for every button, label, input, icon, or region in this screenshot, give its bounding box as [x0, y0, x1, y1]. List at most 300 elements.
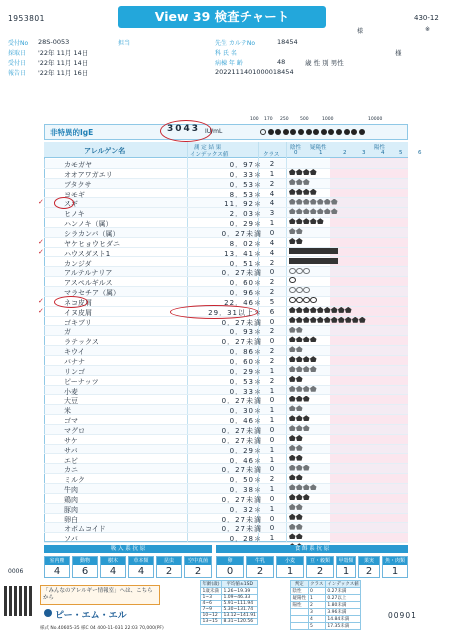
summary-cell-label: 卵 — [217, 557, 243, 565]
allergen-class: 1 — [269, 169, 275, 178]
company-logo-icon — [44, 609, 52, 617]
table-row — [44, 415, 408, 425]
allergen-icons — [289, 239, 338, 247]
allergen-index-value: 2．03＊ — [229, 210, 262, 219]
allergen-icons — [289, 199, 338, 207]
ige-level-dot — [260, 129, 266, 135]
mini-table-cell — [291, 609, 309, 616]
allergen-name: カンジダ — [64, 259, 92, 268]
allergen-name: バナナ — [64, 358, 85, 366]
allergen-name: ヤケヒョウヒダニ — [64, 239, 120, 248]
allergen-index-value: 0．96＊ — [229, 289, 262, 298]
summary-cell-label: 牛乳 — [247, 557, 273, 565]
allergen-class: 2 — [269, 278, 275, 287]
allergen-class: 4 — [269, 238, 275, 247]
allergen-class: 1 — [269, 445, 275, 454]
ige-unit: IU/mL — [205, 128, 223, 135]
summary-cell-label: 昆虫 — [157, 557, 181, 565]
allergen-index-value: 0．60＊ — [229, 358, 262, 366]
mini-table-row — [291, 616, 361, 623]
allergen-icons — [289, 180, 317, 188]
negative-header: 陰性 — [290, 145, 302, 151]
red-circle-mark — [170, 305, 258, 319]
ige-level-dot — [321, 129, 327, 135]
class-number: 5 — [399, 150, 403, 156]
summary-cell-value: 2 — [316, 566, 324, 577]
ige-scale-tick: 500 — [300, 117, 309, 122]
allergen-icons — [289, 337, 303, 345]
summary-cell-value: 0 — [226, 566, 234, 577]
allergen-index-value: 0．27未満 — [221, 466, 262, 475]
mini-table-cell: 17.35未満 — [325, 623, 360, 630]
allergen-class: 1 — [269, 386, 275, 395]
allergen-index-value: 0．29＊ — [229, 446, 262, 455]
table-row — [44, 267, 408, 277]
table-row — [44, 494, 408, 504]
mini-table-header-row — [291, 581, 361, 588]
allergen-name: イヌ皮屑 — [64, 308, 92, 317]
mini-table-cell: 0.27以上 — [325, 595, 360, 602]
allergen-index-value: 8．02＊ — [229, 239, 262, 248]
table-row — [44, 287, 408, 297]
allergen-class: 2 — [269, 347, 275, 356]
allergen-index-value: 0．27未満 — [221, 495, 262, 504]
mini-table-cell: 13~15 — [201, 619, 222, 625]
allergen-icons — [289, 534, 303, 542]
allergen-name: ゴキブリ — [64, 318, 92, 327]
allergen-name: ガ — [64, 328, 71, 337]
allergen-index-value: 0．27未満 — [221, 338, 262, 347]
allergen-name: ミルク — [64, 476, 85, 485]
mini-table-row — [291, 602, 361, 609]
mini-table-cell: 1 — [308, 595, 325, 602]
allergen-index-value: 0．30＊ — [229, 407, 262, 416]
mini-table-cell: 2 — [308, 602, 325, 609]
mini-table-row — [201, 613, 258, 619]
summary-cell — [216, 556, 244, 578]
allergen-name: ヨモギ — [64, 190, 85, 199]
allergen-index-value: 0．29＊ — [229, 367, 262, 376]
summary-cell-label: 小麦 — [277, 557, 303, 565]
summary-cell — [128, 556, 154, 578]
document-id: 1953801 — [8, 14, 45, 23]
reference-table — [200, 580, 258, 625]
red-circle-mark — [54, 296, 88, 308]
allergen-icons — [289, 465, 303, 473]
table-row — [44, 445, 408, 455]
honorific-label: 様 — [357, 28, 364, 35]
table-row — [44, 366, 408, 376]
summary-cell — [100, 556, 126, 578]
allergen-class: 2 — [269, 376, 275, 385]
ige-level-dot — [268, 129, 274, 135]
sample-info-value: '22年 11月 14日 — [38, 59, 89, 67]
mini-table-cell: 4~6 — [201, 601, 222, 607]
patient-info-label: 科 氏 名 — [215, 50, 237, 57]
allergen-name: シラカンバ（属） — [64, 229, 120, 238]
page-number: 00901 — [388, 611, 417, 620]
allergen-name: キウイ — [64, 348, 85, 357]
allergen-index-value: 0．60＊ — [229, 279, 262, 288]
table-row — [44, 238, 408, 248]
table-row — [44, 405, 408, 415]
allergen-class: 0 — [269, 268, 275, 277]
allergen-icons — [289, 426, 303, 434]
mini-table-cell: 1.26~19.39 — [222, 588, 258, 595]
allergen-class: 2 — [269, 475, 275, 484]
allergen-index-value: 8．53＊ — [229, 190, 262, 199]
allergen-icons — [289, 160, 317, 168]
table-row — [44, 514, 408, 524]
allergen-class: 0 — [269, 514, 275, 523]
company-name: ピー・エム・エル — [55, 611, 127, 621]
ige-level-dot — [328, 129, 334, 135]
patient-info-suffix: 歳 性 別 男性 — [305, 59, 344, 67]
table-row — [44, 277, 408, 287]
ige-level-dot — [290, 129, 296, 135]
allergen-index-value: 0．27未満 — [221, 397, 262, 406]
table-row — [44, 189, 408, 199]
allergen-class: 4 — [269, 248, 275, 257]
allergen-icons — [289, 456, 310, 464]
allergen-icons — [289, 495, 303, 503]
summary-cell-label: 動物 — [73, 557, 97, 565]
mini-table-cell: 陽性 — [291, 602, 309, 609]
table-row — [44, 336, 408, 346]
allergen-index-value: 22．46＊ — [224, 298, 262, 307]
allergen-name: ピーナッツ — [64, 377, 99, 386]
class-number: 3 — [362, 150, 366, 156]
class-number: 0 — [294, 150, 298, 156]
table-row — [44, 395, 408, 405]
allergen-icons — [289, 505, 303, 513]
summary-cell-value: 1 — [286, 566, 294, 577]
class-number: 2 — [343, 150, 347, 156]
mini-table-row — [291, 623, 361, 630]
ige-label: 非特異的IgE — [50, 128, 94, 137]
allergen-icons — [289, 515, 303, 523]
summary-cell-label: 甲殻類 — [338, 558, 354, 564]
table-row — [44, 523, 408, 533]
allergen-class: 0 — [269, 425, 275, 434]
allergen-class: 0 — [269, 524, 275, 533]
mini-table-row — [291, 588, 361, 595]
ige-level-dot — [336, 129, 342, 135]
summary-cell-value: 4 — [53, 566, 61, 577]
mini-table-cell: 陰性 — [291, 588, 309, 595]
sample-info-value: '22年 11月 16日 — [38, 69, 89, 77]
allergen-index-value: 0．28＊ — [229, 535, 262, 544]
mini-table-cell — [291, 623, 309, 630]
allergen-index-value: 11．92＊ — [224, 200, 262, 209]
allergen-index-value: 0．46＊ — [229, 456, 262, 465]
mini-table-cell: 3.96未満 — [325, 609, 360, 616]
info-link-box[interactable]: 「みんなのアレルギー情報室」へは、こちらから — [40, 585, 160, 605]
sample-info-value: 28S-0053 — [38, 38, 70, 46]
qr-code-icon[interactable] — [4, 586, 34, 616]
allergen-class: 1 — [269, 406, 275, 415]
allergen-name: リンゴ — [64, 367, 85, 376]
allergen-icons — [289, 308, 366, 316]
table-row — [44, 425, 408, 435]
allergen-class: 2 — [269, 327, 275, 336]
allergen-index-value: 0．29＊ — [229, 220, 262, 229]
allergen-class: 0 — [269, 494, 275, 503]
allergen-index-value: 0．97＊ — [229, 161, 262, 169]
ige-level-dot — [359, 129, 365, 135]
sample-info-label: 受付日 — [8, 60, 27, 67]
patient-honorific: 様 — [395, 49, 402, 57]
allergen-name: 卵白 — [64, 515, 78, 524]
table-row — [44, 504, 408, 514]
patient-info-label: 先生 カルテNo — [215, 40, 256, 47]
allergen-class: 0 — [269, 396, 275, 405]
ige-level-dot — [275, 129, 281, 135]
summary-header — [44, 545, 408, 554]
allergen-index-value: 29．31以上＊ — [208, 308, 262, 317]
allergen-index-value: 0．32＊ — [229, 505, 262, 514]
table-row — [44, 326, 408, 336]
inhalant-title: 吸 入 系 抗 原 — [44, 545, 212, 553]
allergen-index-value: 0．38＊ — [229, 486, 262, 495]
table-row — [44, 159, 408, 169]
mini-table-cell: 13.12~141.91 — [223, 613, 256, 618]
allergen-icons — [289, 259, 310, 267]
report-title: View 39 検査チャート — [118, 6, 326, 28]
allergen-class: 0 — [269, 317, 275, 326]
ige-scale-tick: 170 — [264, 117, 273, 122]
allergen-index-value: 0．46＊ — [229, 417, 262, 426]
allergen-class: 6 — [269, 307, 275, 316]
allergen-icons — [289, 367, 303, 375]
allergen-icons — [289, 347, 317, 355]
summary-cell — [156, 556, 182, 578]
summary-cell-label: 豆・穀類 — [307, 557, 333, 565]
allergen-icons — [289, 298, 352, 306]
summary-cell — [382, 556, 408, 578]
allergen-class: 2 — [269, 288, 275, 297]
allergen-class: 4 — [269, 199, 275, 208]
left-code: 0006 — [8, 568, 24, 575]
allergen-name: 豚肉 — [64, 505, 78, 514]
summary-cell-value: 1 — [391, 566, 399, 577]
ige-level-dot — [283, 129, 289, 135]
table-row — [44, 198, 408, 208]
mini-table-cell: 4 — [308, 616, 325, 623]
mini-table-header: インデックス値 — [327, 582, 359, 587]
allergen-index-value: 0．93＊ — [229, 328, 262, 337]
summary-cell — [184, 556, 212, 578]
mini-table-header: 平均値±1SD — [222, 581, 258, 588]
allergen-name: カニ — [64, 466, 78, 475]
allergen-index-value: 0．53＊ — [229, 180, 262, 189]
allergen-icons — [289, 170, 310, 178]
allergen-class: 2 — [269, 357, 275, 365]
allergen-index-value: 0．27未満 — [221, 229, 262, 238]
table-row — [44, 376, 408, 386]
allergen-class: 0 — [269, 337, 275, 346]
ige-level-dot — [351, 129, 357, 135]
patient-info-value: 48 — [277, 58, 286, 66]
sample-info-label: 採取日 — [8, 50, 27, 57]
allergen-class: 0 — [269, 228, 275, 237]
mini-table-cell: 5.30~131.74 — [222, 607, 258, 613]
allergen-class: 1 — [269, 534, 275, 543]
mini-table-row — [201, 601, 258, 607]
allergen-name: ゴマ — [64, 417, 78, 426]
allergen-name: 牛肉 — [64, 486, 78, 495]
summary-cell-value: 4 — [109, 566, 117, 577]
allergen-name: サケ — [64, 436, 78, 445]
allergen-name: 大豆 — [64, 397, 78, 406]
allergen-class: 3 — [269, 209, 275, 218]
summary-cell-label: 魚・肉類 — [384, 558, 405, 564]
ige-level-dot — [298, 129, 304, 135]
allergen-icons — [289, 377, 317, 385]
allergen-name: カモガヤ — [64, 161, 92, 169]
allergen-name: ハンノキ（属） — [64, 220, 113, 229]
allergen-name: アスペルギルス — [64, 279, 113, 288]
class-number: 4 — [381, 150, 385, 156]
allergen-index-value: 0．27未満 — [221, 269, 262, 278]
allergen-index-value: 0．27未満 — [221, 318, 262, 327]
allergen-index-value: 13．41＊ — [224, 249, 262, 258]
summary-cell — [246, 556, 274, 578]
allergen-icons — [289, 209, 324, 217]
red-check-mark: ✓ — [38, 198, 44, 207]
summary-cell-value: 2 — [165, 566, 173, 577]
summary-cell-value: 1 — [342, 566, 350, 577]
allergen-name: オボムコイド — [64, 525, 106, 534]
ige-scale-tick: 100 — [250, 117, 259, 122]
table-row — [44, 248, 408, 258]
table-row — [44, 258, 408, 268]
summary-cell — [336, 556, 356, 578]
allergen-index-value: 0．33＊ — [229, 387, 262, 396]
mini-table-row — [201, 619, 258, 625]
sample-info-label: 報告日 — [8, 70, 27, 77]
allergen-name: マグロ — [64, 426, 85, 435]
summary-cell-value: 6 — [81, 566, 89, 577]
mini-table-header-row — [201, 581, 258, 588]
ige-value: 3043 — [167, 124, 201, 134]
allergen-class: 1 — [269, 485, 275, 494]
table-row — [44, 346, 408, 356]
patient-info-value: 2022111401000018454 — [215, 68, 294, 76]
table-row — [44, 464, 408, 474]
allergen-icons — [289, 288, 317, 296]
allergen-class: 1 — [269, 366, 275, 375]
mini-table-cell: 0.27未満 — [325, 588, 360, 595]
allergen-icons — [289, 387, 310, 395]
table-row — [44, 455, 408, 465]
allergen-icons — [289, 416, 310, 424]
mini-table-row — [201, 607, 258, 613]
allergen-icons — [289, 268, 296, 276]
allergen-name: ハウスダスト1 — [64, 249, 111, 258]
allergen-icons — [289, 446, 303, 454]
summary-cell-label: 室内塵 — [45, 557, 69, 565]
allergen-name: オオアワガエリ — [64, 170, 113, 179]
sample-info-label: 受付No — [8, 40, 29, 47]
summary-cell — [44, 556, 70, 578]
allergen-index-value: 0．27未満 — [221, 515, 262, 524]
patient-info-label: 病棟 年 齢 — [215, 60, 243, 67]
ige-scale-tick: 250 — [280, 117, 289, 122]
allergen-class: 5 — [269, 297, 275, 306]
table-row — [44, 179, 408, 189]
summary-cell — [276, 556, 304, 578]
allergen-index-value: 0．51＊ — [229, 259, 262, 268]
index-header: インデックス値 — [190, 152, 229, 158]
allergen-name: ネコ皮屑 — [64, 298, 92, 307]
allergen-icons — [289, 436, 303, 444]
allergen-header: アレルゲン名 — [84, 147, 126, 155]
mini-table-cell: 3 — [308, 609, 325, 616]
allergen-icons — [289, 524, 303, 532]
sample-info-extra: 担当 — [118, 40, 131, 47]
ige-level-dots — [252, 127, 422, 137]
mini-table-header: 判定 — [291, 581, 309, 588]
table-header — [44, 142, 422, 158]
allergen-icons — [289, 249, 338, 257]
allergen-index-value: 0．27未満 — [221, 436, 262, 445]
allergen-name: ブタクサ — [64, 180, 92, 189]
summary-cell-label: 果実 — [359, 557, 379, 565]
allergen-class: 2 — [269, 160, 275, 168]
ige-scale-tick: 1000 — [322, 117, 334, 122]
allergen-icons — [289, 318, 303, 326]
table-row — [44, 386, 408, 396]
allergen-icons — [289, 229, 303, 237]
allergen-icons — [289, 219, 303, 227]
summary-cell — [306, 556, 334, 578]
allergen-index-value: 0．86＊ — [229, 348, 262, 357]
table-row — [44, 435, 408, 445]
allergen-icons — [289, 190, 338, 198]
allergen-class: 1 — [269, 504, 275, 513]
print-info: 様式 No.40605-35 様C 04 400-11-031 22:03 70,000(PF) — [40, 626, 164, 631]
mini-table-cell: 1~3 — [201, 595, 222, 601]
ige-scale — [250, 117, 420, 125]
red-check-mark: ✓ — [38, 247, 44, 256]
page-code: 430-12 — [414, 14, 439, 22]
ige-scale-tick: 10000 — [368, 117, 383, 122]
allergen-name: ヒノキ — [64, 210, 85, 219]
mini-table-cell: 1.80未満 — [325, 602, 360, 609]
allergen-class: 1 — [269, 416, 275, 425]
allergen-class: 1 — [269, 219, 275, 228]
red-check-mark: ✓ — [38, 296, 44, 305]
red-check-mark: ✓ — [38, 237, 44, 246]
ige-level-dot — [344, 129, 350, 135]
allergen-name: 米 — [64, 407, 71, 416]
mini-table-cell: 0 — [308, 588, 325, 595]
class-number: 6 — [418, 150, 422, 156]
allergen-icons — [289, 278, 310, 286]
allergen-class: 0 — [269, 465, 275, 474]
mini-table-row — [201, 595, 258, 601]
mini-table-cell: 10~12 — [201, 613, 222, 619]
note-mark: ※ — [425, 26, 431, 33]
mini-table-cell — [291, 616, 309, 623]
mini-table-cell: 疑陽性 — [292, 596, 306, 601]
allergen-icons — [289, 406, 310, 414]
red-check-mark: ✓ — [38, 306, 44, 315]
summary-cell-label: 樹木 — [101, 557, 125, 565]
allergen-icons — [289, 396, 303, 404]
mini-table-row — [201, 588, 258, 595]
